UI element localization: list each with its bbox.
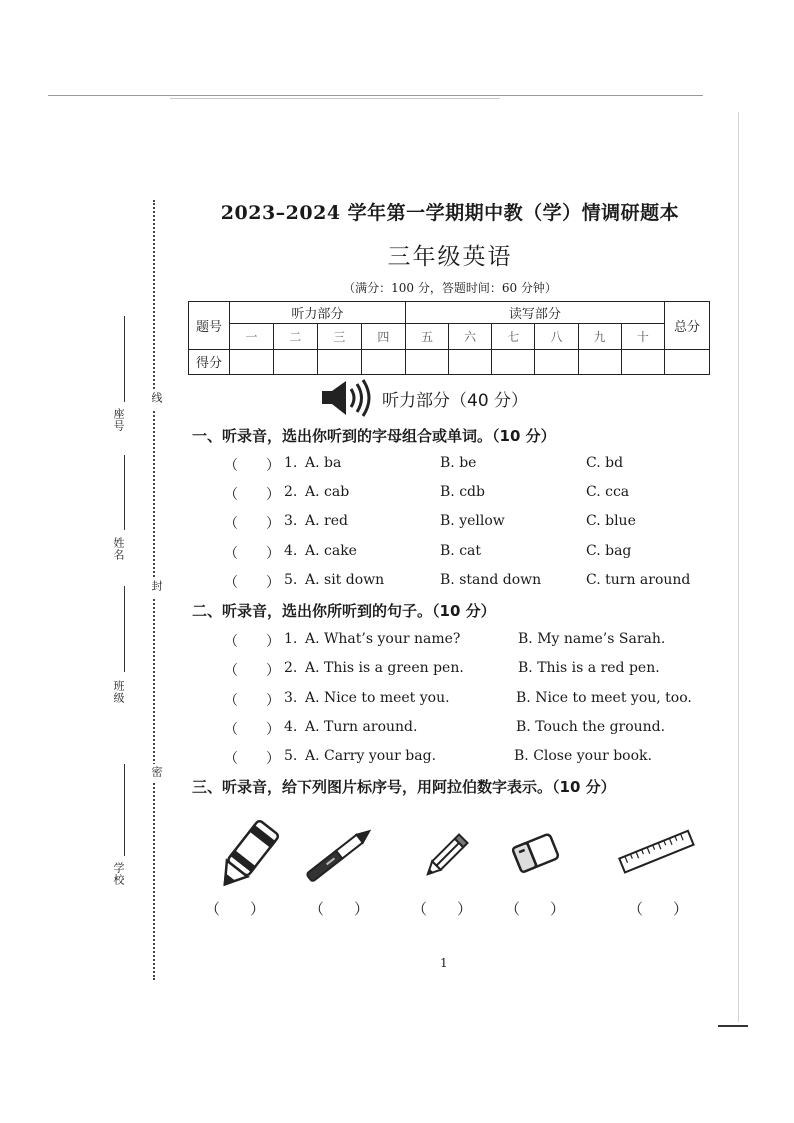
- col-header: 六: [449, 324, 492, 349]
- eraser-icon: [508, 826, 564, 882]
- exam-subject: 三年级英语: [387, 244, 513, 270]
- question-number: 2.: [284, 484, 298, 500]
- picture-answer-blank[interactable]: （ ）: [309, 900, 370, 918]
- seal-char-feng: 封: [148, 578, 164, 597]
- pencil-icon: [418, 826, 476, 884]
- speaker-icon: [320, 378, 376, 418]
- section1-heading: 一、听录音，选出你听到的字母组合或单词。（10 分）: [192, 427, 556, 445]
- question-number: 5.: [284, 748, 298, 764]
- score-cell[interactable]: [535, 349, 578, 374]
- option-a: A. cake: [305, 543, 357, 559]
- answer-blank[interactable]: （ ）: [224, 575, 280, 591]
- option-b: B. be: [440, 455, 477, 471]
- exam-info: （满分：100 分，答题时间：60 分钟）: [343, 281, 557, 295]
- option-a: A. What’s your name?: [305, 631, 461, 647]
- answer-blank[interactable]: （ ）: [224, 722, 280, 738]
- crayon-icon: [212, 816, 282, 896]
- school-blank-line[interactable]: [124, 764, 125, 856]
- score-cell[interactable]: [361, 349, 405, 374]
- answer-blank[interactable]: （ ）: [224, 516, 280, 532]
- question-number: 5.: [284, 572, 298, 588]
- score-cell[interactable]: [230, 349, 274, 374]
- option-a: A. Nice to meet you.: [305, 690, 450, 706]
- option-a: A. This is a green pen.: [305, 660, 464, 676]
- score-table: [188, 301, 710, 375]
- col-header: 八: [535, 324, 578, 349]
- option-c: C. cca: [586, 484, 630, 500]
- col-header: 七: [492, 324, 535, 349]
- score-cell[interactable]: [449, 349, 492, 374]
- reading-group-label: 读写部分: [405, 302, 664, 324]
- option-b: B. cdb: [440, 484, 485, 500]
- scan-edge-line: [48, 95, 703, 96]
- class-label: 班级: [112, 680, 125, 704]
- picture-answer-blank[interactable]: （ ）: [205, 900, 266, 918]
- option-c: C. bd: [586, 455, 624, 471]
- score-cell[interactable]: [405, 349, 448, 374]
- answer-blank[interactable]: （ ）: [224, 487, 280, 503]
- option-b: B. Nice to meet you, too.: [516, 690, 692, 706]
- name-label: 姓名: [112, 537, 125, 561]
- class-blank-line[interactable]: [124, 586, 125, 672]
- col-header: 九: [578, 324, 621, 349]
- score-label: 得分: [189, 349, 230, 374]
- question-number: 1.: [284, 455, 298, 471]
- answer-blank[interactable]: （ ）: [224, 693, 280, 709]
- page-number: 1: [440, 956, 448, 970]
- option-c: C. blue: [586, 513, 636, 529]
- question-number: 4.: [284, 543, 298, 559]
- option-a: A. Carry your bag.: [305, 748, 437, 764]
- seat-blank-line[interactable]: [124, 316, 125, 402]
- score-cell[interactable]: [273, 349, 317, 374]
- picture-answer-blank[interactable]: （ ）: [505, 900, 566, 918]
- option-b: B. Close your book.: [514, 748, 652, 764]
- section3-heading: 三、听录音，给下列图片标序号，用阿拉伯数字表示。（10 分）: [192, 778, 616, 796]
- answer-blank[interactable]: （ ）: [224, 546, 280, 562]
- option-a: A. Turn around.: [305, 719, 418, 735]
- col-header: 二: [273, 324, 317, 349]
- answer-blank[interactable]: （ ）: [224, 634, 280, 650]
- section2-heading: 二、听录音，选出你所听到的句子。（10 分）: [192, 602, 496, 620]
- total-label: 总分: [665, 302, 710, 350]
- score-cell[interactable]: [621, 349, 664, 374]
- answer-blank[interactable]: （ ）: [224, 663, 280, 679]
- option-c: C. turn around: [586, 572, 691, 588]
- scan-edge-line: [718, 1025, 748, 1027]
- seal-char-mi: 密: [148, 764, 164, 783]
- listening-header: [320, 378, 528, 418]
- listening-header-text: 听力部分（40 分）: [382, 390, 529, 411]
- question-number: 1.: [284, 631, 298, 647]
- option-a: A. ba: [305, 455, 342, 471]
- answer-blank[interactable]: （ ）: [224, 751, 280, 767]
- school-label: 学校: [112, 862, 125, 886]
- name-blank-line[interactable]: [124, 455, 125, 530]
- score-cell[interactable]: [317, 349, 361, 374]
- picture-answer-blank[interactable]: （ ）: [412, 900, 473, 918]
- option-b: B. yellow: [440, 513, 505, 529]
- option-b: B. This is a red pen.: [518, 660, 660, 676]
- question-no-label: 题号: [189, 302, 230, 350]
- pen-icon: [303, 824, 377, 884]
- score-cell[interactable]: [578, 349, 621, 374]
- answer-blank[interactable]: （ ）: [224, 458, 280, 474]
- option-b: B. stand down: [440, 572, 542, 588]
- seat-label: 座号: [112, 408, 125, 432]
- question-number: 2.: [284, 660, 298, 676]
- option-b: B. cat: [440, 543, 482, 559]
- col-header: 三: [317, 324, 361, 349]
- listening-group-label: 听力部分: [230, 302, 406, 324]
- ruler-icon: [616, 828, 698, 878]
- option-a: A. cab: [305, 484, 350, 500]
- option-b: B. Touch the ground.: [516, 719, 666, 735]
- option-a: A. sit down: [305, 572, 385, 588]
- question-number: 4.: [284, 719, 298, 735]
- col-header: 十: [621, 324, 664, 349]
- seal-char-xian: 线: [148, 390, 164, 409]
- col-header: 五: [405, 324, 448, 349]
- col-header: 四: [361, 324, 405, 349]
- total-score-cell[interactable]: [665, 349, 710, 374]
- exam-title: 2023–2024 学年第一学期期中教（学）情调研题本: [220, 202, 680, 224]
- col-header: 一: [230, 324, 274, 349]
- option-c: C. bag: [586, 543, 632, 559]
- option-b: B. My name’s Sarah.: [518, 631, 666, 647]
- picture-answer-blank[interactable]: （ ）: [628, 900, 689, 918]
- scan-edge-line: [170, 98, 500, 99]
- score-cell[interactable]: [492, 349, 535, 374]
- option-a: A. red: [305, 513, 348, 529]
- question-number: 3.: [284, 513, 298, 529]
- question-number: 3.: [284, 690, 298, 706]
